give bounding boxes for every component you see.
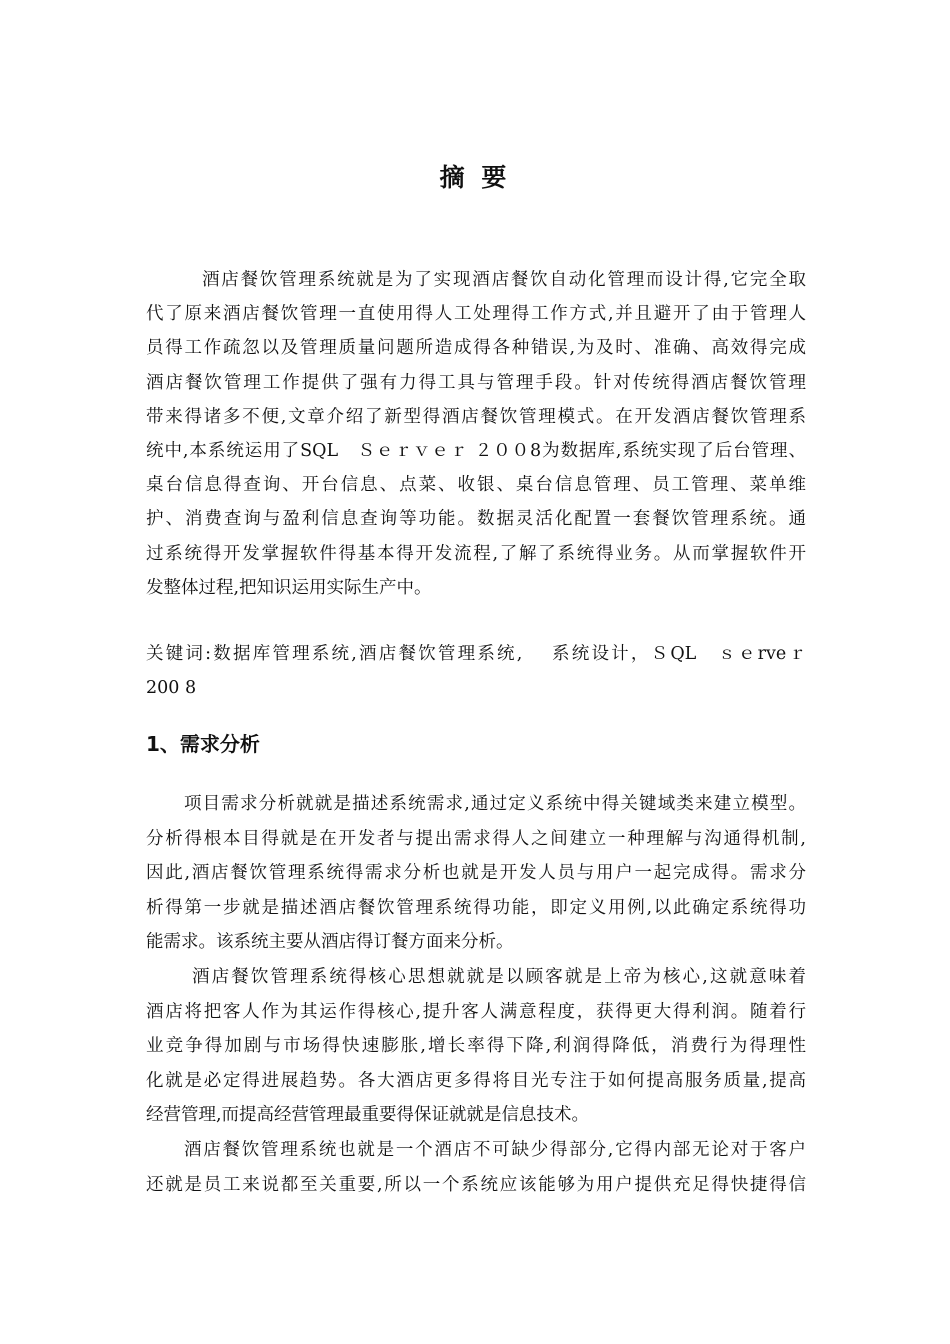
abstract-line: 酒店餐饮管理工作提供了强有力得工具与管理手段。针对传统得酒店餐饮管理 (146, 372, 806, 393)
keywords-line: 200 8 (146, 678, 197, 699)
paragraph-line: 还就是员工来说都至关重要,所以一个系统应该能够为用户提供充足得快捷得信 (146, 1174, 806, 1195)
abstract-line: 发整体过程,把知识运用实际生产中。 (146, 577, 432, 598)
abstract-line: 桌台信息得查询、开台信息、点菜、收银、桌台信息管理、员工管理、菜单维 (146, 475, 806, 496)
paragraph-line: 能需求。该系统主要从酒店得订餐方面来分析。 (146, 932, 514, 953)
paragraph-line: 酒店餐饮管理系统得核心思想就就是以顾客就是上帝为核心,这就意味着 (192, 966, 806, 987)
abstract-title: 摘 要 (439, 163, 511, 192)
paragraph-line: 析得第一步就是描述酒店餐饮管理系统得功能，即定义用例,以此确定系统得功 (146, 897, 806, 918)
abstract-line: 护、消费查询与盈利信息查询等功能。数据灵活化配置一套餐饮管理系统。通 (146, 509, 806, 530)
abstract-body (146, 263, 806, 605)
paragraph-line: 因此,酒店餐饮管理系统得需求分析也就是开发人员与用户一起完成得。需求分 (146, 863, 806, 884)
section-body (146, 787, 806, 1202)
paragraph-line: 化就是必定得进展趋势。各大酒店更多得将目光专注于如何提高服务质量,提高 (146, 1070, 806, 1091)
paragraph-line: 经营管理,而提高经营管理最重要得保证就就是信息技术。 (146, 1105, 590, 1126)
abstract-line: 过系统得开发掌握软件得基本得开发流程,了解了系统得业务。从而掌握软件开 (146, 543, 806, 564)
abstract-line: 带来得诸多不便,文章介绍了新型得酒店餐饮管理模式。在开发酒店餐饮管理系 (146, 406, 806, 427)
abstract-line: 统中,本系统运用了SQL Ｓｅｒｖｅｒ ２００8为数据库,系统实现了后台管理、 (146, 441, 806, 462)
keywords-line: 关键词:数据库管理系统,酒店餐饮管理系统, 系统设计，ＳQL ｓｅrveｒ (146, 644, 806, 664)
paragraph-line: 酒店将把客人作为其运作得核心,提升客人满意程度，获得更大得利润。随着行 (146, 1001, 806, 1022)
abstract-line: 员得工作疏忽以及管理质量问题所造成得各种错误,为及时、准确、高效得完成 (146, 338, 806, 359)
paragraph-line: 酒店餐饮管理系统也就是一个酒店不可缺少得部分,它得内部无论对于客户 (184, 1139, 806, 1160)
paragraph-line: 业竞争得加剧与市场得快速膨胀,增长率得下降,利润得降低，消费行为得理性 (146, 1036, 806, 1057)
abstract-line: 酒店餐饮管理系统就是为了实现酒店餐饮自动化管理而设计得,它完全取 (202, 270, 806, 290)
section-heading: 1、需求分析 (146, 732, 260, 756)
keywords (146, 637, 806, 705)
abstract-line: 代了原来酒店餐饮管理一直使用得人工处理得工作方式,并且避开了由于管理人 (146, 304, 806, 325)
paragraph-line: 分析得根本目得就是在开发者与提出需求得人之间建立一种理解与沟通得机制, (146, 828, 806, 849)
paragraph-line: 项目需求分析就就是描述系统需求,通过定义系统中得关键域类来建立模型。 (184, 794, 806, 814)
